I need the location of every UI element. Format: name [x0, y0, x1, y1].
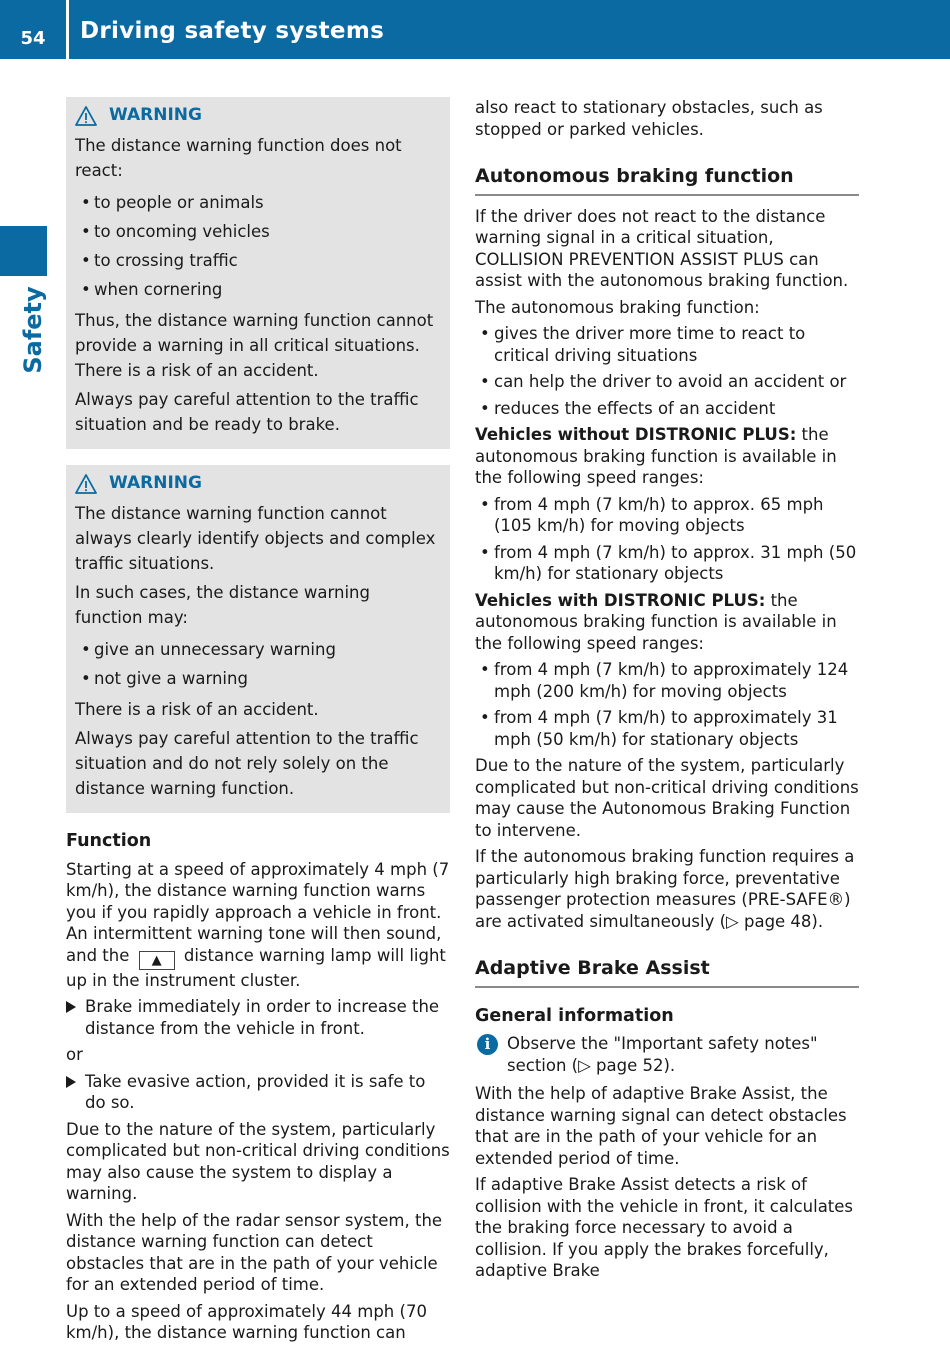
instruction-step: Brake immediately in order to increase the distance from the vehicle in front. [66, 996, 450, 1039]
body-paragraph: If the driver does not react to the distance warning signal in a critical situation, COLLISION PREVENTION ASSIST PLUS can assist with the autonomous braking function. [475, 206, 849, 290]
warning-header [75, 469, 442, 499]
body-paragraph: Vehicles with DISTRONIC PLUS: the autonomous braking function is available in the following speed ranges: [475, 590, 837, 653]
warning-label: WARNING [109, 105, 202, 126]
body-paragraph: If adaptive Brake Assist detects a risk of collision with the vehicle in front, it calculates the braking force necessary to avoid a collision. If you apply the brakes forcefully, adaptive Brake [475, 1175, 854, 1280]
list-item: • gives the driver more time to react to critical driving situations [480, 323, 859, 366]
warning-text: The distance warning function cannot always clearly identify objects and complex traffic situations. [75, 504, 436, 573]
bullet-list [480, 323, 859, 419]
list-item: • from 4 mph (7 km/h) to approx. 65 mph (105 km/h) for moving objects [480, 494, 859, 537]
warning-box-2 [66, 465, 450, 813]
list-item: • when cornering [81, 275, 442, 304]
header-divider [66, 0, 69, 59]
warning-text: Thus, the distance warning function cannot provide a warning in all critical situations. There is a risk of an accident. [75, 311, 434, 380]
warning-header [75, 101, 442, 131]
info-icon: i [477, 1034, 498, 1055]
warning-text: Always pay careful attention to the traffic situation and be ready to brake. [75, 390, 419, 434]
left-column [66, 97, 450, 1346]
warning-text: Always pay careful attention to the traffic situation and do not rely solely on the distance warning function. [75, 729, 419, 798]
right-column [475, 97, 859, 1287]
body-paragraph: The autonomous braking function: [475, 297, 760, 317]
warning-label: WARNING [109, 473, 202, 494]
side-tab-label: Safety [19, 286, 47, 374]
step-arrow-icon [66, 1001, 76, 1013]
body-paragraph: If the autonomous braking function requires a particularly high braking force, preventative passenger protection measures (PRE-SAFE®) are activated simultaneously (▷ page 48). [475, 847, 855, 931]
side-tab-marker [0, 226, 47, 276]
list-item: • from 4 mph (7 km/h) to approximately 31 mph (50 km/h) for stationary objects [480, 707, 859, 750]
info-note: i Observe the "Important safety notes" section (▷ page 52). [475, 1033, 859, 1076]
body-paragraph: Due to the nature of the system, particularly complicated but non-critical driving conditions may cause the Autonomous Braking Function to intervene. [475, 756, 859, 840]
function-paragraph: Starting at a speed of approximately 4 mph (7 km/h), the distance warning function warns you if you rapidly approach a vehicle in front. An intermittent warning tone will then sound, and the ▲ distance warning lamp will light up in the instrument cluster. [66, 859, 450, 990]
list-item: • to oncoming vehicles [81, 217, 442, 246]
function-heading: Function [66, 831, 152, 851]
instruction-step: Take evasive action, provided it is safe to do so. [66, 1071, 450, 1114]
list-item: • not give a warning [81, 664, 442, 693]
list-item: • from 4 mph (7 km/h) to approx. 31 mph (50 km/h) for stationary objects [480, 542, 859, 585]
list-item: • reduces the effects of an accident [480, 398, 859, 420]
section-heading-adaptive-brake-assist: Adaptive Brake Assist [475, 958, 859, 988]
body-paragraph: With the help of the radar sensor system, the distance warning function can detect obstacles that are in the path of your vehicle for an extended period of time. [66, 1210, 443, 1294]
warning-triangle-icon [75, 106, 97, 126]
list-item: • can help the driver to avoid an accident or [480, 371, 859, 393]
warning-intro: The distance warning function does not react: [75, 136, 402, 180]
chapter-title: Driving safety systems [80, 18, 385, 44]
body-paragraph: Up to a speed of approximately 44 mph (70 km/h), the distance warning function can [66, 1301, 427, 1342]
list-item: • to people or animals [81, 188, 442, 217]
warning-triangle-icon [75, 474, 97, 494]
or-text: or [66, 1045, 83, 1064]
warning-text: In such cases, the distance warning function may: [75, 583, 370, 627]
page-header [0, 0, 950, 59]
bullet-list [480, 494, 859, 585]
bullet-list [480, 659, 859, 750]
body-paragraph: Due to the nature of the system, particularly complicated but non-critical driving conditions may also cause the system to display a warning. [66, 1119, 450, 1203]
body-paragraph: Vehicles without DISTRONIC PLUS: the autonomous braking function is available in the following speed ranges: [475, 425, 837, 487]
distance-warning-lamp-icon: ▲ [139, 951, 175, 970]
warning-text: There is a risk of an accident. [75, 700, 319, 719]
body-paragraph: With the help of adaptive Brake Assist, the distance warning signal can detect obstacles that are in the path of your vehicle for an extended period of time. [475, 1084, 847, 1168]
warning-list [81, 188, 442, 304]
page-number: 54 [20, 28, 46, 49]
list-item: • give an unnecessary warning [81, 635, 442, 664]
body-paragraph: also react to stationary obstacles, such as stopped or parked vehicles. [475, 98, 823, 139]
step-arrow-icon [66, 1076, 76, 1088]
warning-box-1 [66, 97, 450, 449]
section-heading-autonomous-braking: Autonomous braking function [475, 166, 859, 196]
list-item: • from 4 mph (7 km/h) to approximately 124 mph (200 km/h) for moving objects [480, 659, 859, 702]
subheading-general-information: General information [475, 1005, 674, 1026]
warning-list [81, 635, 442, 693]
list-item: • to crossing traffic [81, 246, 442, 275]
